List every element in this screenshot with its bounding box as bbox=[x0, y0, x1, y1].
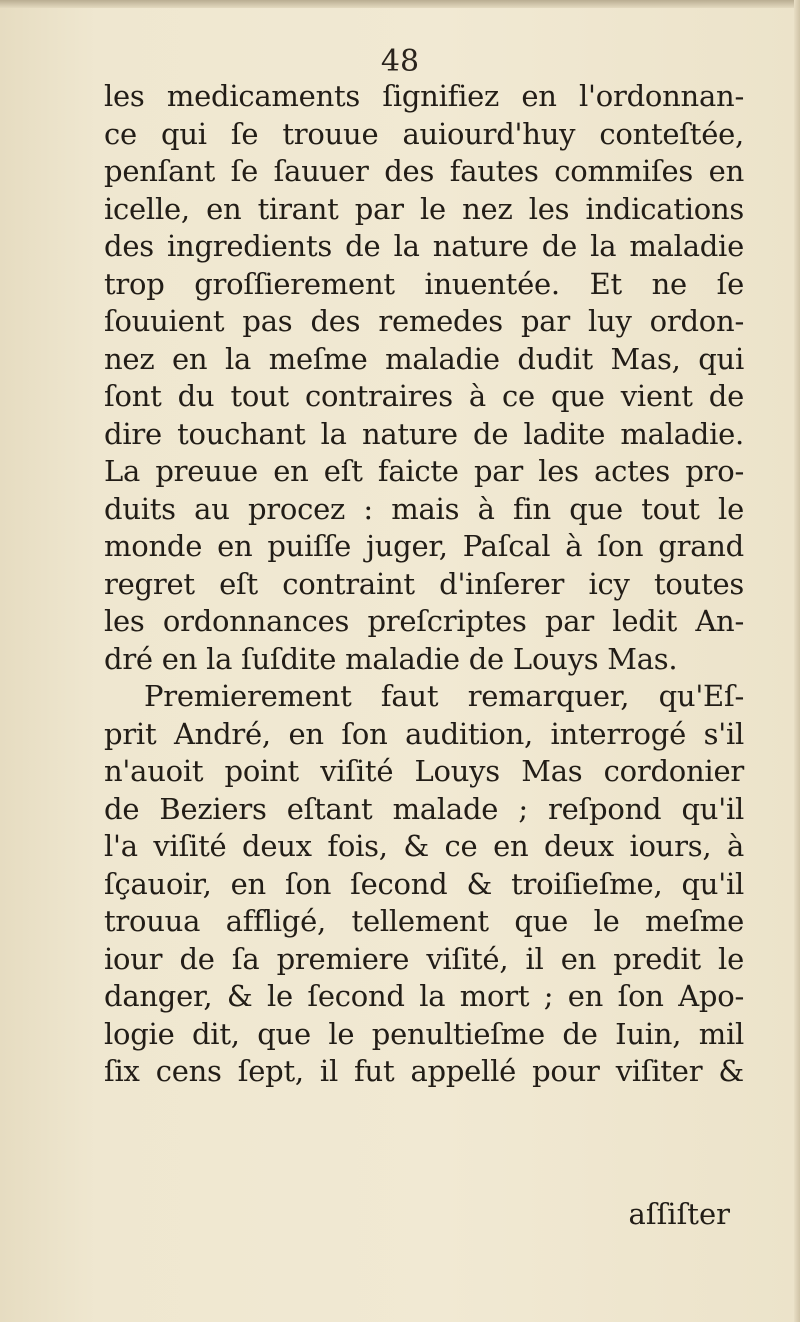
text-line: n'auoit point viſité Louys Mas cordonier bbox=[104, 754, 744, 788]
text-line: iour de ſa premiere viſité, il en predit le bbox=[104, 941, 744, 976]
text-line: les ordonnances preſcriptes par ledit An- bbox=[104, 604, 744, 638]
text-line: ce qui ſe trouue auiourd'huy conteſtée, bbox=[104, 116, 744, 151]
page-right-edge bbox=[794, 0, 800, 1322]
text-line: dire touchant la nature de ladite maladie. bbox=[104, 416, 744, 451]
text-line: les medicaments ſignifiez en l'ordonnan- bbox=[104, 79, 744, 113]
text-line: prit André, en ſon audition, interrogé s'il bbox=[104, 716, 744, 751]
text-line: duits au procez : mais à fin que tout le bbox=[104, 491, 744, 526]
text-line: La preuue en eſt faicte par les actes pro- bbox=[104, 454, 744, 488]
paragraph-start-line: Premierement faut remarquer, qu'Eſ- bbox=[144, 679, 744, 713]
text-line: ſçauoir, en ſon ſecond & troiſieſme, qu'il bbox=[104, 866, 744, 901]
text-line: ſix cens ſept, il fut appellé pour viſiter & bbox=[104, 1054, 744, 1088]
text-line: monde en puiſſe juger, Paſcal à ſon grand bbox=[104, 529, 744, 563]
text-line: dré en la ſuſdite maladie de Louys Mas. bbox=[104, 641, 678, 676]
text-line: penſant ſe ſauuer des fautes commiſes en bbox=[104, 154, 744, 188]
catchword: aſſiſter bbox=[628, 1197, 730, 1231]
text-line: de Beziers eſtant malade ; reſpond qu'il bbox=[104, 791, 744, 826]
text-line: icelle, en tirant par le nez les indications bbox=[104, 191, 744, 226]
text-line: logie dit, que le penultieſme de Iuin, mil bbox=[104, 1016, 744, 1051]
page-number: 48 bbox=[380, 44, 420, 79]
text-line: trouua affligé, tellement que le meſme bbox=[104, 904, 744, 938]
text-line: nez en la meſme maladie dudit Mas, qui bbox=[104, 341, 744, 376]
page-top-edge bbox=[0, 0, 800, 8]
text-line: regret eſt contraint d'inſerer icy toutes bbox=[104, 566, 744, 601]
text-line: des ingredients de la nature de la maladie bbox=[104, 229, 744, 263]
text-line: ſont du tout contraires à ce que vient de bbox=[104, 379, 744, 413]
text-line: ſouuient pas des remedes par luy ordon- bbox=[104, 304, 744, 338]
text-line: danger, & le ſecond la mort ; en ſon Apo- bbox=[104, 979, 744, 1013]
body-text bbox=[104, 78, 744, 1091]
text-line: l'a viſité deux fois, & ce en deux iours, à bbox=[104, 829, 744, 863]
text-line: trop groſſierement inuentée. Et ne ſe bbox=[104, 266, 744, 301]
